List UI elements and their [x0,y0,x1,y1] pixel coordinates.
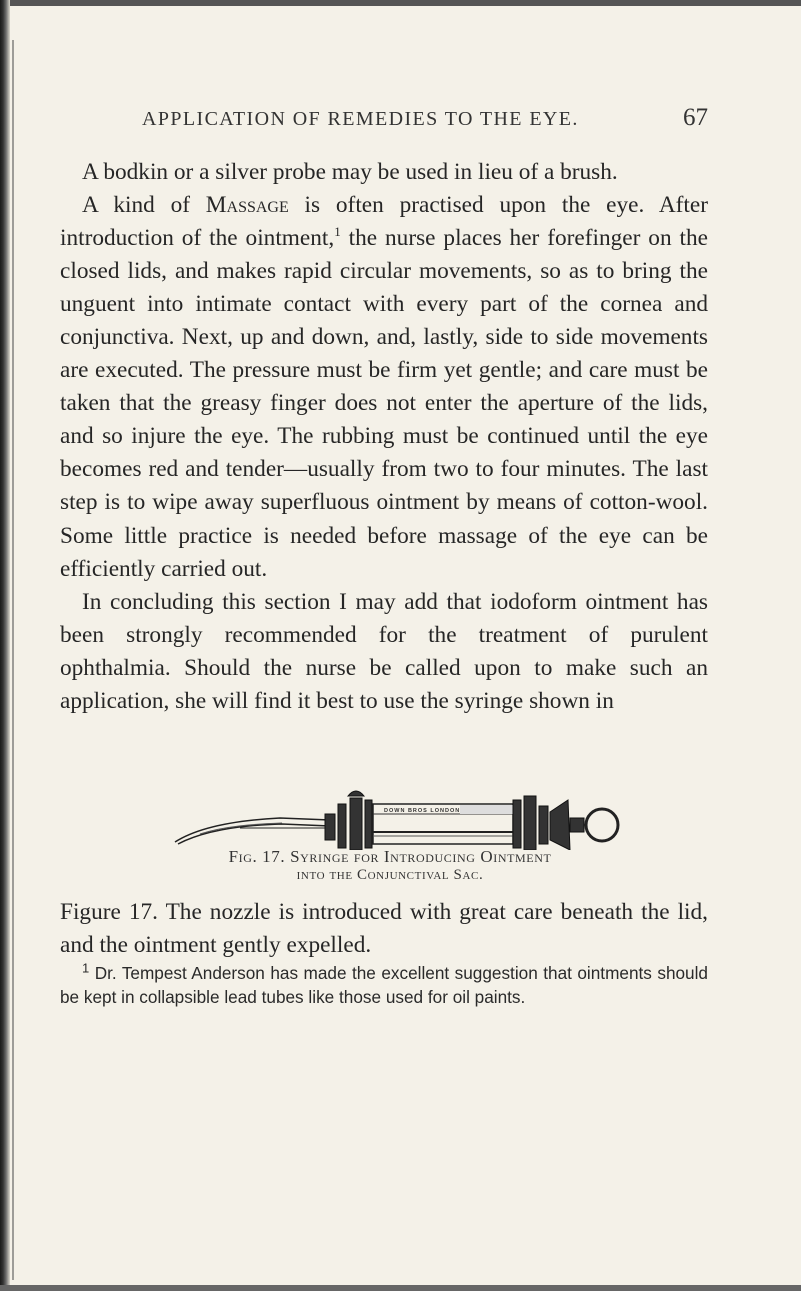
footnote-marker: 1 [82,960,90,976]
syringe-collar-left [325,791,372,850]
paragraph-bodkin: A bodkin or a silver probe may be used in lieu of a brush. [82,159,618,185]
footnote-reference: 1 [334,224,341,240]
figure-caption [100,848,680,884]
caption-line-1: Syringe for Introducing Ointment [290,847,552,866]
term-massage: Massage [205,192,289,219]
syringe-nozzle [175,818,330,844]
footnote [60,962,708,1009]
paragraph-massage: A kind of Massage is often practised upon the eye. After introduction of the ointment,$^1$ the nurse places her forefinger on the closed lids, and makes rapid circular movements, so as to bring the unguent into intimate contact with every part of the cornea and conjunctiva. Next, up and down, and, lastly, side to side movements are executed. The pressure must be firm yet gentle; and care must be taken that the greasy finger does not enter the aperture of the lids, and so injure the eye. The rubbing must be continued until the eye becomes red and tender—usually from two to four minutes. The last step is to wipe away superfluous ointment by means of cotton-wool. Some little practice is needed before massage of the eye can be efficiently carried out. [60,192,708,582]
page-bottom-edge [0,1285,801,1291]
running-header [142,104,708,131]
book-spine-line [12,40,14,1280]
page-number: 67 [683,104,708,131]
syringe-illustration [170,738,630,850]
main-text [60,156,708,718]
maker-engraving: DOWN BROS LONDON [384,808,461,814]
paragraph-figure-continuation: Figure 17. The nozzle is introduced with great care beneath the lid, and the ointment gently expelled. [60,899,708,958]
caption-line-2: into the Conjunctival Sac. [296,867,484,883]
paragraph-iodoform: In concluding this section I may add that iodoform ointment has been strongly recommended for the treatment of purulent ophthalmia. Should the nurse be called upon to make such an application, she will find it best to use the syringe shown in [60,588,708,714]
syringe-plunger [550,800,618,850]
book-spine-shadow [0,0,10,1291]
syringe-collar-right [513,796,548,850]
running-title: APPLICATION OF REMEDIES TO THE EYE. [142,108,579,130]
page-top-edge [0,0,801,6]
footnote-text: Dr. Tempest Anderson has made the excellent suggestion that ointments should be kept in collapsible lead tubes like those used for oil paints. [60,963,708,1007]
figure-label: Fig. 17. [228,847,286,866]
